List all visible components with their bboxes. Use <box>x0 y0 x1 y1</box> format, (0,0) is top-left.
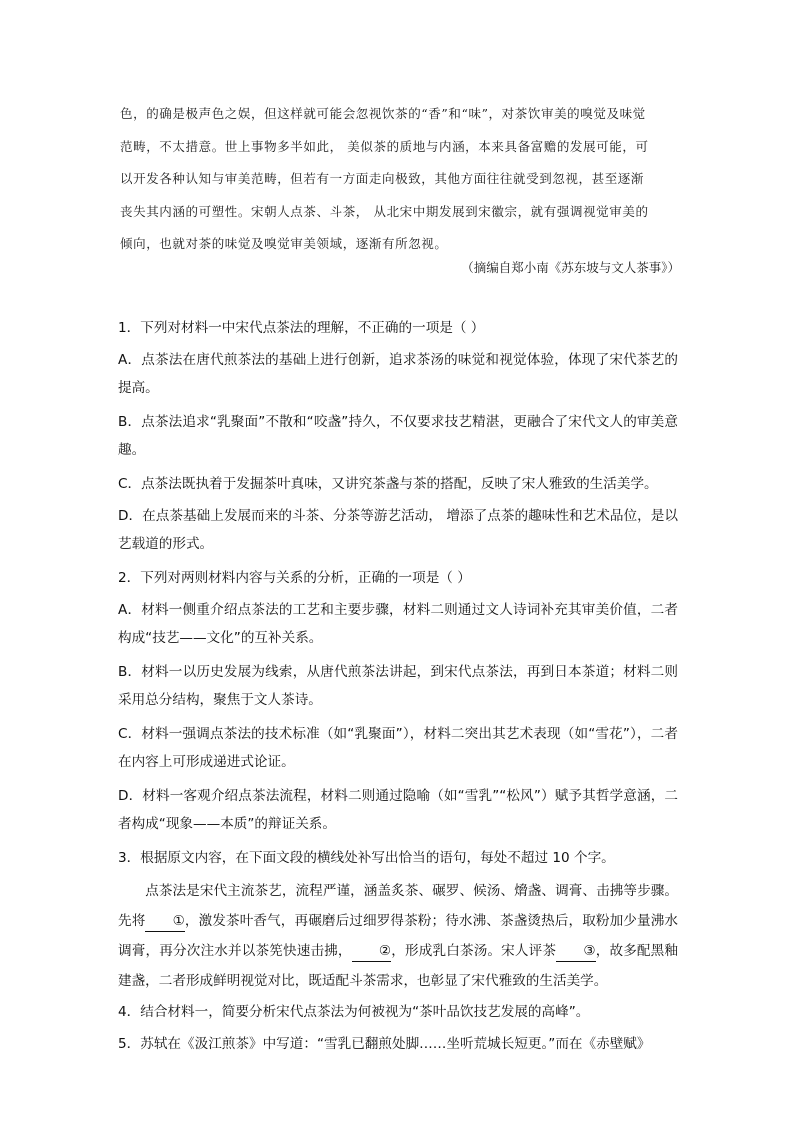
fill-text: ，激发茶叶香气，再碾磨后过细罗得茶粉；待水沸、茶盏烫热后，取粉加少量沸水调膏，再分次注水并以茶筅快速击拂， <box>118 913 679 959</box>
question-1-option-a <box>118 346 678 402</box>
question-1 <box>118 314 678 342</box>
question-2-option-b <box>118 658 678 714</box>
blank-1[interactable]: ① <box>145 911 184 932</box>
fill-text: ，故多配黑釉建盏，二者形成鲜明视觉对比，既适配斗茶需求，也彰显了宋代雅致的生活美学。 <box>118 943 679 989</box>
passage-line: 以开发各种认知与审美范畴，但若有一方面走向极致，其他方面往往就受到忽视，甚至逐渐 <box>120 171 645 187</box>
passage-line: 色，的确是极声色之娱，但这样就可能会忽视饮茶的“香”和“味”，对茶饮审美的嗅觉及味觉 <box>120 106 646 121</box>
question-1-stem: 1．下列对材料一中宋代点茶法的理解，不正确的一项是（ ） <box>118 320 485 336</box>
fill-text: ，形成乳白茶汤。宋人评茶 <box>391 943 557 959</box>
passage-excerpt <box>120 98 680 261</box>
option-c-text: C．材料一强调点茶法的技术标准（如“乳聚面”），材料二突出其艺术表现（如“雪花”），二者在内容上可形成递进式论证。 <box>118 726 678 770</box>
option-d-text: D．材料一客观介绍点茶法流程，材料二则通过隐喻（如“雪乳”“松风”）赋予其哲学意涵，二者构成“现象——本质”的辩证关系。 <box>118 788 678 832</box>
fill-paragraph <box>118 876 678 996</box>
question-2 <box>118 564 678 592</box>
question-3-stem: 3．根据原文内容，在下面文段的横线处补写出恰当的语句，每处不超过 10 个字。 <box>118 850 615 866</box>
question-5-stem: 5．苏轼在《汲江煎茶》中写道：“雪乳已翻煎处脚……坐听荒城长短更。”而在《赤壁赋》 <box>118 1036 651 1052</box>
question-4-stem: 4．结合材料一，简要分析宋代点茶法为何被视为“茶叶品饮技艺发展的高峰”。 <box>118 1004 590 1020</box>
passage-line: 范畴，不太措意。世上事物多半如此， 美似茶的质地与内涵，本来具备富赡的发展可能，可 <box>120 138 649 154</box>
blank-3[interactable]: ③ <box>556 941 595 962</box>
option-a-text: A．点茶法在唐代煎茶法的基础上进行创新，追求茶汤的味觉和视觉体验，体现了宋代茶艺的提高。 <box>118 352 678 396</box>
passage-line: 倾向，也就对茶的味觉及嗅觉审美领域，逐渐有所忽视。 <box>120 236 448 252</box>
question-1-option-b <box>118 408 678 464</box>
question-3 <box>118 844 678 872</box>
option-a-text: A．材料一侧重介绍点茶法的工艺和主要步骤，材料二则通过文人诗词补充其审美价值，二者构成“技艺——文化”的互补关系。 <box>118 602 678 646</box>
question-2-option-a <box>118 596 678 652</box>
question-2-option-d <box>118 782 678 838</box>
question-2-option-c <box>118 720 678 776</box>
question-3-fill-passage <box>118 876 678 996</box>
question-2-stem: 2．下列对两则材料内容与关系的分析，正确的一项是（ ） <box>118 570 471 586</box>
option-b-text: B．材料一以历史发展为线索，从唐代煎茶法讲起，到宋代点茶法，再到日本茶道；材料二则采用总分结构，聚焦于文人茶诗。 <box>118 664 678 708</box>
option-b-text: B．点茶法追求“乳聚面”不散和“咬盏”持久，不仅要求技艺精湛，更融合了宋代文人的审美意趣。 <box>118 414 678 458</box>
passage-source: （摘编自郑小南《苏东坡与文人茶事》） <box>461 260 680 275</box>
blank-2[interactable]: ② <box>352 941 391 962</box>
option-c-text: C．点茶法既执着于发掘茶叶真味，又讲究茶盏与茶的搭配，反映了宋人雅致的生活美学。 <box>118 476 658 492</box>
question-1-option-c <box>118 470 678 498</box>
option-d-text: D．在点茶基础上发展而来的斗茶、分茶等游艺活动， 增添了点茶的趣味性和艺术品位，是以艺载道的形式。 <box>118 508 678 552</box>
question-5 <box>118 1030 678 1058</box>
passage-line: 丧失其内涵的可塑性。宋朝人点茶、斗茶， 从北宋中期发展到宋徽宗，就有强调视觉审美的 <box>120 203 649 219</box>
question-1-option-d <box>118 502 678 558</box>
question-4 <box>118 998 678 1026</box>
fill-text: 点茶法是宋代主流茶艺，流程严谨，涵盖炙茶、碾罗、候汤、熁盏、调膏、击拂等步骤。先将 <box>118 883 678 929</box>
